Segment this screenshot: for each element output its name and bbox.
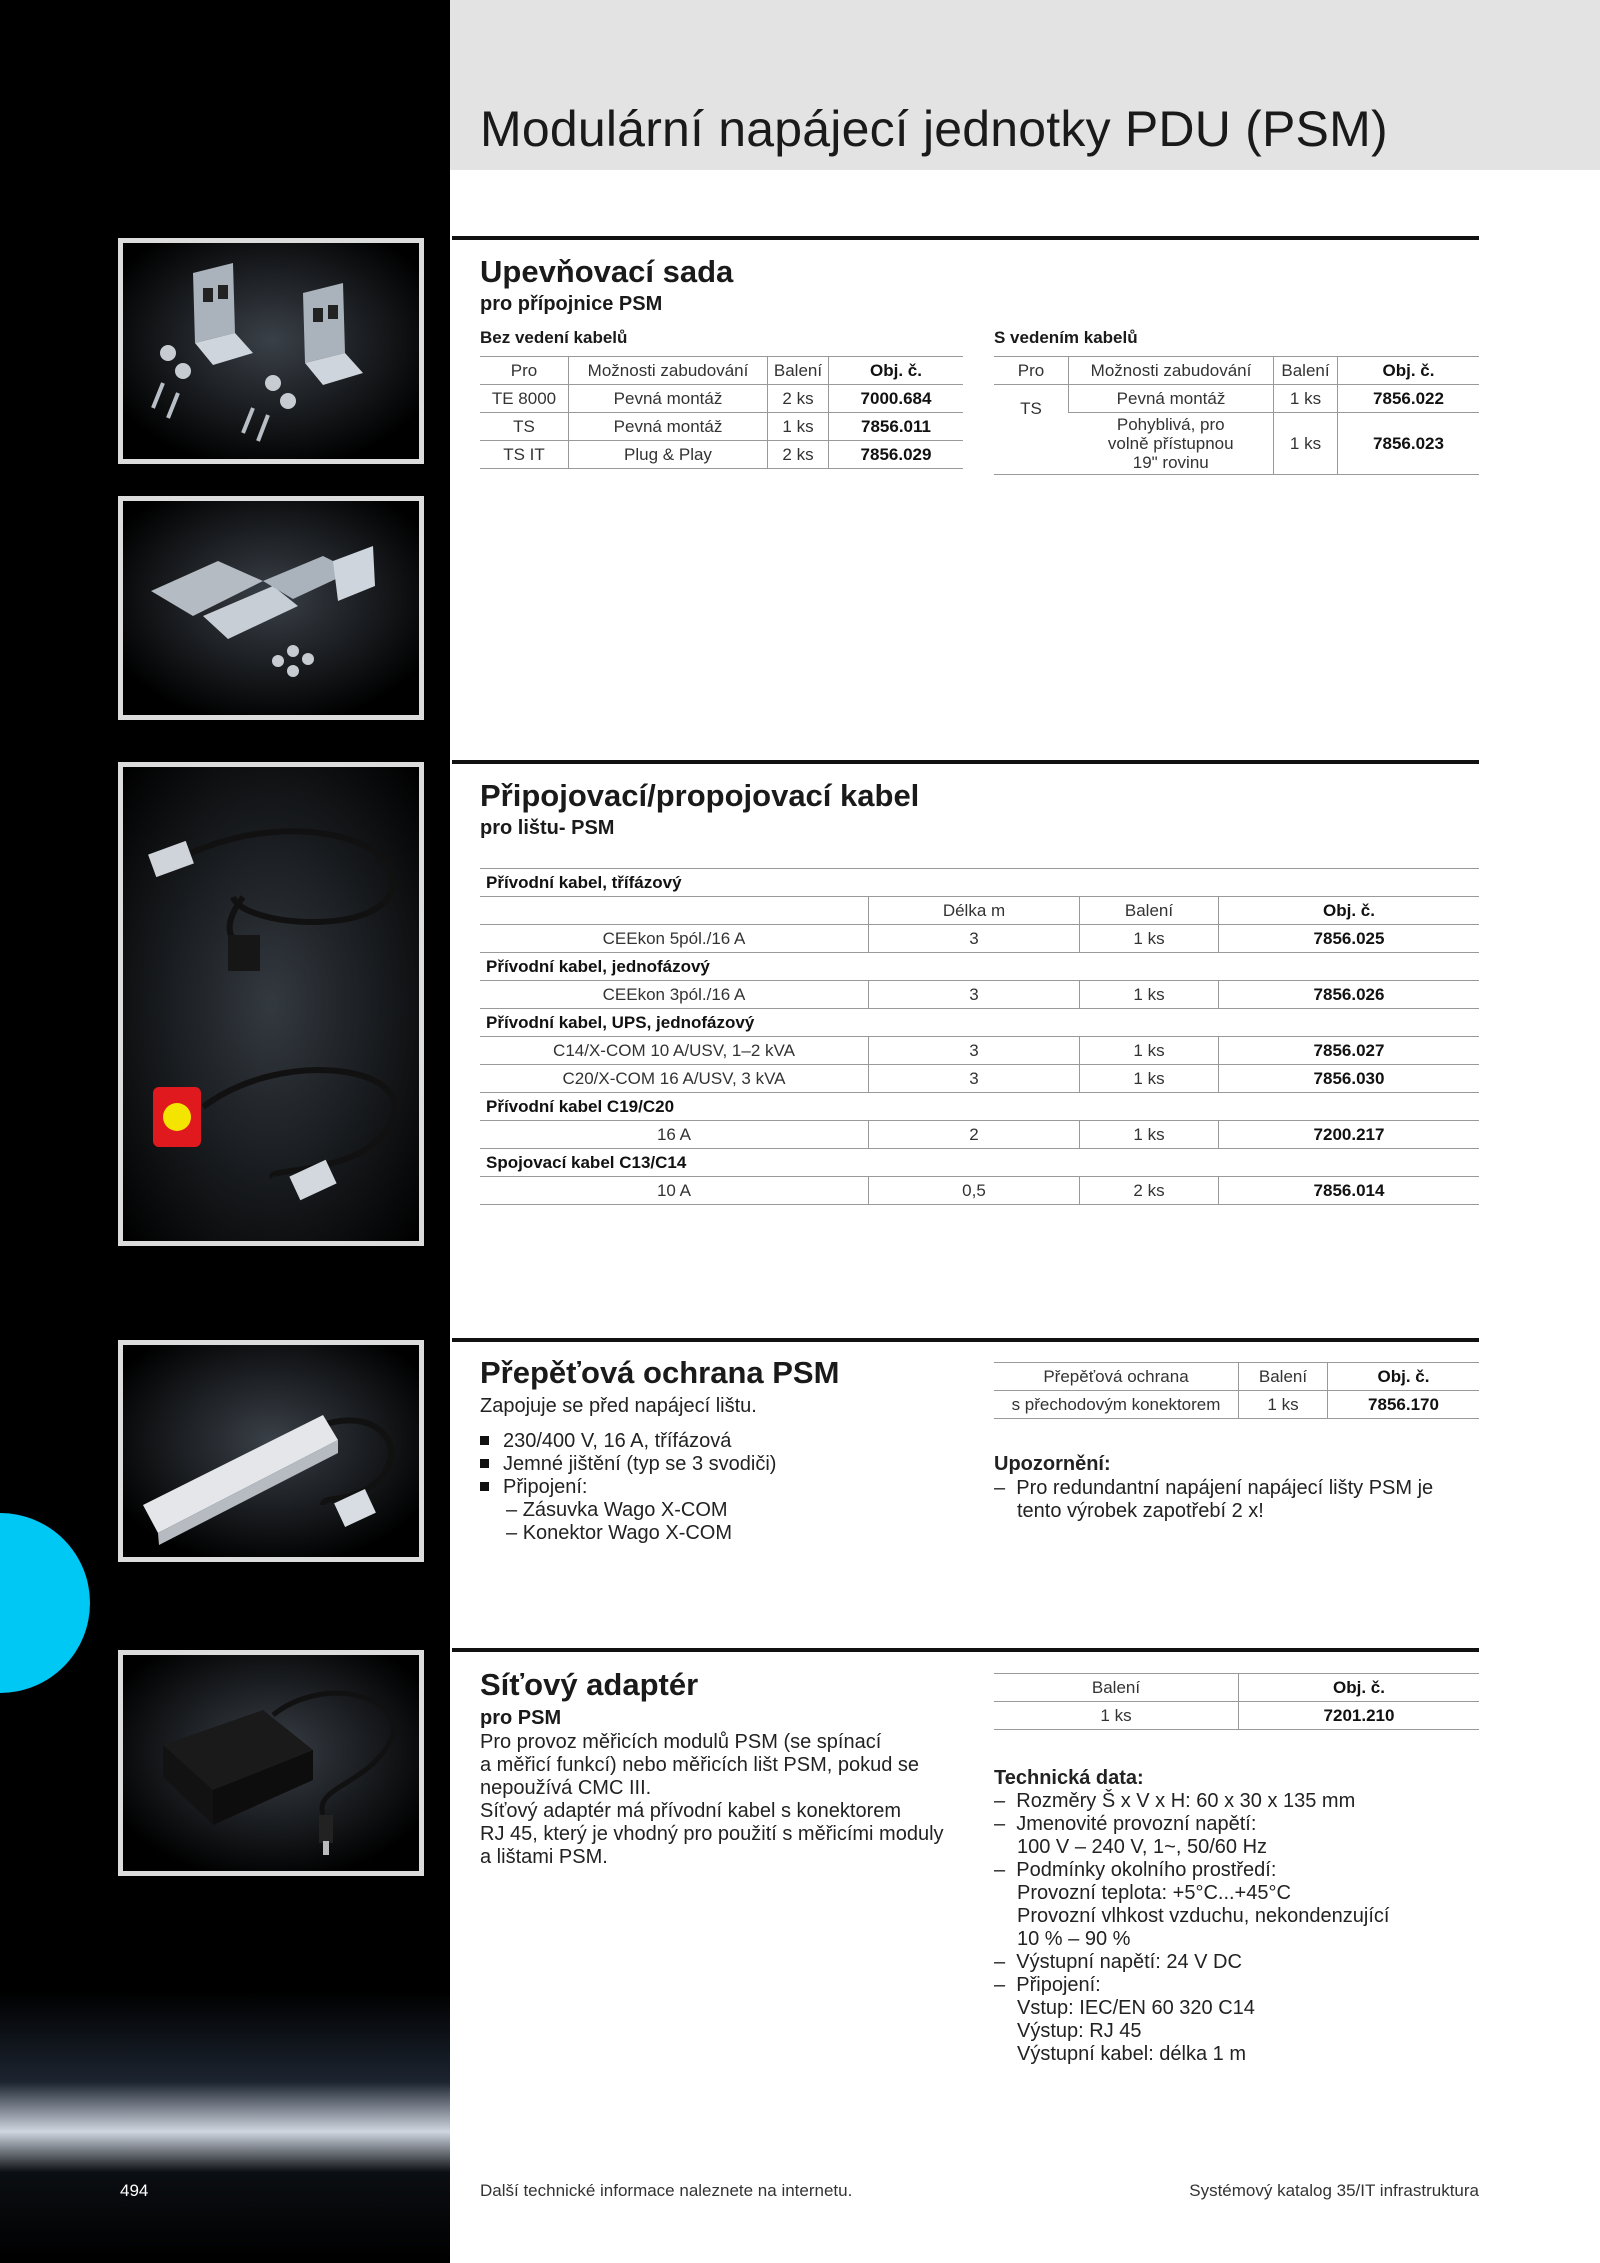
cell: 1 ks xyxy=(994,1702,1239,1730)
group-row xyxy=(480,1009,1479,1037)
cell: 1 ks xyxy=(768,413,829,441)
col-header: Pro xyxy=(994,357,1069,385)
tech-data-item: – Rozměry Š x V x H: 60 x 30 x 135 mm xyxy=(994,1790,1356,1812)
section-title-power-adapter: Síťový adaptér xyxy=(480,1667,699,1702)
cell: 2 ks xyxy=(768,441,829,469)
col-header: Pro xyxy=(480,357,569,385)
surge-intro: Zapojuje se před napájecí lištu. xyxy=(480,1395,757,1417)
connection-cable-photo xyxy=(118,762,424,1246)
col-header: Přepěťová ochrana xyxy=(994,1363,1239,1391)
tech-data-text: Provozní vlhkost vzduchu, nekondenzující xyxy=(1017,1905,1390,1927)
tech-data-text: Výstup: RJ 45 xyxy=(1017,2020,1142,2042)
section-rule xyxy=(452,760,1479,764)
tech-data-list xyxy=(994,1790,1389,2066)
tech-data-text: Výstupní napětí: 24 V DC xyxy=(1016,1951,1242,1973)
table-row xyxy=(994,385,1479,413)
body-line: a měřicí funkcí) nebo měřicích lišt PSM, pokud se xyxy=(480,1754,920,1776)
tech-data-text: 100 V – 240 V, 1~, 50/60 Hz xyxy=(1017,1836,1268,1858)
tech-data-text: Jmenovité provozní napětí: xyxy=(1016,1813,1257,1835)
cell: 2 xyxy=(869,1121,1080,1149)
footer-note: Další technické informace naleznete na internetu. xyxy=(480,2181,853,2200)
col-header: Balení xyxy=(1080,897,1219,925)
tech-data-item xyxy=(994,1836,1389,1859)
body-line: Pro provoz měřicích modulů PSM (se spínací xyxy=(480,1731,882,1753)
cell: 1 ks xyxy=(1239,1391,1328,1419)
col-header: Možnosti zabudování xyxy=(1069,357,1274,385)
cell: 1 ks xyxy=(1274,385,1338,413)
tech-data-text: Rozměry Š x V x H: 60 x 30 x 135 mm xyxy=(1016,1790,1356,1812)
col-header: Balení xyxy=(994,1674,1239,1702)
col-header xyxy=(480,897,869,925)
bullet-item xyxy=(480,1430,776,1453)
surge-protection-table xyxy=(994,1362,1479,1419)
footer-catalog: Systémový katalog 35/IT infrastruktura xyxy=(1189,2181,1479,2200)
section-title-connection-cable: Připojovací/propojovací kabel xyxy=(480,778,920,813)
order-number: 7856.022 xyxy=(1338,385,1480,413)
note-line: tento výrobek zapotřebí 2 x! xyxy=(1017,1500,1264,1522)
group-label: Přívodní kabel, třífázový xyxy=(486,872,682,892)
cell: s přechodovým konektorem xyxy=(994,1391,1239,1419)
tech-data-item xyxy=(994,2020,1389,2043)
col-header: Obj. č. xyxy=(1328,1363,1480,1391)
tech-data-item xyxy=(994,1928,1389,1951)
table-header-row xyxy=(480,897,1479,925)
order-number: 7856.026 xyxy=(1219,981,1480,1009)
section-rule xyxy=(452,1648,1479,1652)
bullet-text: Připojení: xyxy=(503,1476,588,1498)
cell: 1 ks xyxy=(1080,1037,1219,1065)
note-text xyxy=(994,1477,1433,1523)
col-header: Balení xyxy=(1274,357,1338,385)
cell: 3 xyxy=(869,981,1080,1009)
section-subtitle: pro lištu- PSM xyxy=(480,817,615,839)
cell: 16 A xyxy=(480,1121,869,1149)
cell: Pohyblivá, pro volně přístupnou 19" rovinu xyxy=(1069,413,1274,475)
col-header: Možnosti zabudování xyxy=(569,357,768,385)
section-rule xyxy=(452,236,1479,240)
sub-bullet-item: – Zásuvka Wago X-COM xyxy=(506,1499,728,1521)
mounting-kit-photo xyxy=(118,238,424,464)
col-header: Obj. č. xyxy=(1219,897,1480,925)
power-adapter-table xyxy=(994,1673,1479,1730)
cell: 3 xyxy=(869,1065,1080,1093)
order-number: 7000.684 xyxy=(829,385,964,413)
table-label-with-cable-guide: S vedením kabelů xyxy=(994,328,1138,347)
section-title-surge-protection: Přepěťová ochrana PSM xyxy=(480,1355,840,1390)
col-header: Obj. č. xyxy=(1239,1674,1480,1702)
bullet-item xyxy=(480,1453,776,1476)
body-line: Síťový adaptér má přívodní kabel s konektorem xyxy=(480,1800,902,1822)
note-line-text: Pro redundantní napájení napájecí lišty PSM je xyxy=(1016,1477,1434,1499)
tech-data-title: Technická data: xyxy=(994,1767,1144,1789)
tech-data-item: – Jmenovité provozní napětí: xyxy=(994,1813,1257,1835)
cell: 3 xyxy=(869,925,1080,953)
section-rule xyxy=(452,1338,1479,1342)
sub-bullet-text: Zásuvka Wago X-COM xyxy=(522,1499,728,1521)
col-header: Délka m xyxy=(869,897,1080,925)
tech-data-text: Vstup: IEC/EN 60 320 C14 xyxy=(1017,1997,1255,2019)
bullet-square-icon xyxy=(480,1459,489,1468)
order-number: 7201.210 xyxy=(1239,1702,1480,1730)
cell: Pevná montáž xyxy=(569,385,768,413)
cell: TS xyxy=(994,385,1069,475)
table-row xyxy=(480,1065,1479,1093)
cell: C20/X-COM 16 A/USV, 3 kVA xyxy=(480,1065,869,1093)
sub-bullet-text: Konektor Wago X-COM xyxy=(522,1522,733,1544)
group-row xyxy=(480,869,1479,897)
sub-bullet-item: – Konektor Wago X-COM xyxy=(506,1522,733,1544)
tech-data-item: – Připojení: xyxy=(994,1974,1101,1996)
table-label-without-cable-guide: Bez vedení kabelů xyxy=(480,328,628,347)
section-subtitle: pro přípojnice PSM xyxy=(480,293,663,315)
note-title: Upozornění: xyxy=(994,1453,1111,1475)
cell: Plug & Play xyxy=(569,441,768,469)
cell: TS xyxy=(480,413,569,441)
order-number: 7856.014 xyxy=(1219,1177,1480,1205)
cell: 2 ks xyxy=(1080,1177,1219,1205)
table-row xyxy=(480,385,963,413)
cell: Pevná montáž xyxy=(1069,385,1274,413)
tech-data-item: – Výstupní napětí: 24 V DC xyxy=(994,1951,1242,1973)
col-header: Balení xyxy=(1239,1363,1328,1391)
group-row xyxy=(480,953,1479,981)
tech-data-text: Výstupní kabel: délka 1 m xyxy=(1017,2043,1247,2065)
bullet-square-icon xyxy=(480,1436,489,1445)
col-header: Obj. č. xyxy=(829,357,964,385)
order-number: 7200.217 xyxy=(1219,1121,1480,1149)
order-number: 7856.030 xyxy=(1219,1065,1480,1093)
group-label: Přívodní kabel, jednofázový xyxy=(486,956,710,976)
surge-bullets xyxy=(480,1430,776,1545)
tech-data-text: Provozní teplota: +5°C...+45°C xyxy=(1017,1882,1291,1904)
tech-data-item xyxy=(994,1997,1389,2020)
body-line: nepoužívá CMC III. xyxy=(480,1777,652,1799)
table-header-row xyxy=(994,1674,1479,1702)
tech-data-text: Podmínky okolního prostředí: xyxy=(1016,1859,1277,1881)
table-row xyxy=(480,1177,1479,1205)
tech-data-item xyxy=(994,1882,1389,1905)
power-adapter-description xyxy=(480,1731,944,1869)
col-header: Balení xyxy=(768,357,829,385)
tech-data-item: – Podmínky okolního prostředí: xyxy=(994,1859,1277,1881)
group-label: Přívodní kabel, UPS, jednofázový xyxy=(486,1012,755,1032)
group-label: Spojovací kabel C13/C14 xyxy=(486,1152,687,1172)
cell: 1 ks xyxy=(1080,1065,1219,1093)
cell: TE 8000 xyxy=(480,385,569,413)
cell: 1 ks xyxy=(1274,413,1338,475)
table-row xyxy=(480,413,963,441)
table-row xyxy=(994,1702,1479,1730)
cell: 1 ks xyxy=(1080,1121,1219,1149)
group-label: Přívodní kabel C19/C20 xyxy=(486,1096,675,1116)
group-row xyxy=(480,1149,1479,1177)
mounting-kit-cable-guide-photo xyxy=(118,496,424,720)
cell: CEEkon 5pól./16 A xyxy=(480,925,869,953)
table-header-row xyxy=(994,1363,1479,1391)
tech-data-item xyxy=(994,2043,1389,2066)
order-number: 7856.027 xyxy=(1219,1037,1480,1065)
cell: 3 xyxy=(869,1037,1080,1065)
bullet-text: 230/400 V, 16 A, třífázová xyxy=(503,1430,732,1452)
power-adapter-photo xyxy=(118,1650,424,1876)
tech-data-text: 10 % – 90 % xyxy=(1017,1928,1131,1950)
connection-cable-table xyxy=(480,868,1479,1205)
surge-protection-photo xyxy=(118,1340,424,1562)
mounting-kit-cable-guide-table xyxy=(994,356,1479,475)
page-title: Modulární napájecí jednotky PDU (PSM) xyxy=(480,101,1388,157)
page-number: 494 xyxy=(120,2181,149,2200)
table-row xyxy=(994,1391,1479,1419)
body-line: a lištami PSM. xyxy=(480,1846,608,1868)
table-row xyxy=(480,1121,1479,1149)
table-row xyxy=(480,441,963,469)
tech-data-item xyxy=(994,1905,1389,1928)
cell: C14/X-COM 10 A/USV, 1–2 kVA xyxy=(480,1037,869,1065)
section-title-mounting-kit: Upevňovací sada xyxy=(480,254,734,289)
bullet-item xyxy=(480,1476,776,1499)
body-line: RJ 45, který je vhodný pro použití s měřicími moduly xyxy=(480,1823,944,1845)
order-number: 7856.011 xyxy=(829,413,964,441)
cell: TS IT xyxy=(480,441,569,469)
order-number: 7856.170 xyxy=(1328,1391,1480,1419)
table-row xyxy=(480,981,1479,1009)
cell: Pevná montáž xyxy=(569,413,768,441)
order-number: 7856.023 xyxy=(1338,413,1480,475)
table-row xyxy=(480,1037,1479,1065)
cell: 2 ks xyxy=(768,385,829,413)
table-row xyxy=(480,925,1479,953)
note-line: – Pro redundantní napájení napájecí lišty PSM je xyxy=(994,1477,1434,1499)
cell: CEEkon 3pól./16 A xyxy=(480,981,869,1009)
col-header: Obj. č. xyxy=(1338,357,1480,385)
order-number: 7856.029 xyxy=(829,441,964,469)
cell: 1 ks xyxy=(1080,981,1219,1009)
cell: 10 A xyxy=(480,1177,869,1205)
tech-data-text: Připojení: xyxy=(1016,1974,1101,1996)
cell: 0,5 xyxy=(869,1177,1080,1205)
bullet-text: Jemné jištění (typ se 3 svodiči) xyxy=(503,1453,777,1475)
bullet-square-icon xyxy=(480,1482,489,1491)
section-subtitle: pro PSM xyxy=(480,1707,562,1729)
group-row xyxy=(480,1093,1479,1121)
cell: 1 ks xyxy=(1080,925,1219,953)
mounting-kit-table xyxy=(480,356,963,469)
order-number: 7856.025 xyxy=(1219,925,1480,953)
